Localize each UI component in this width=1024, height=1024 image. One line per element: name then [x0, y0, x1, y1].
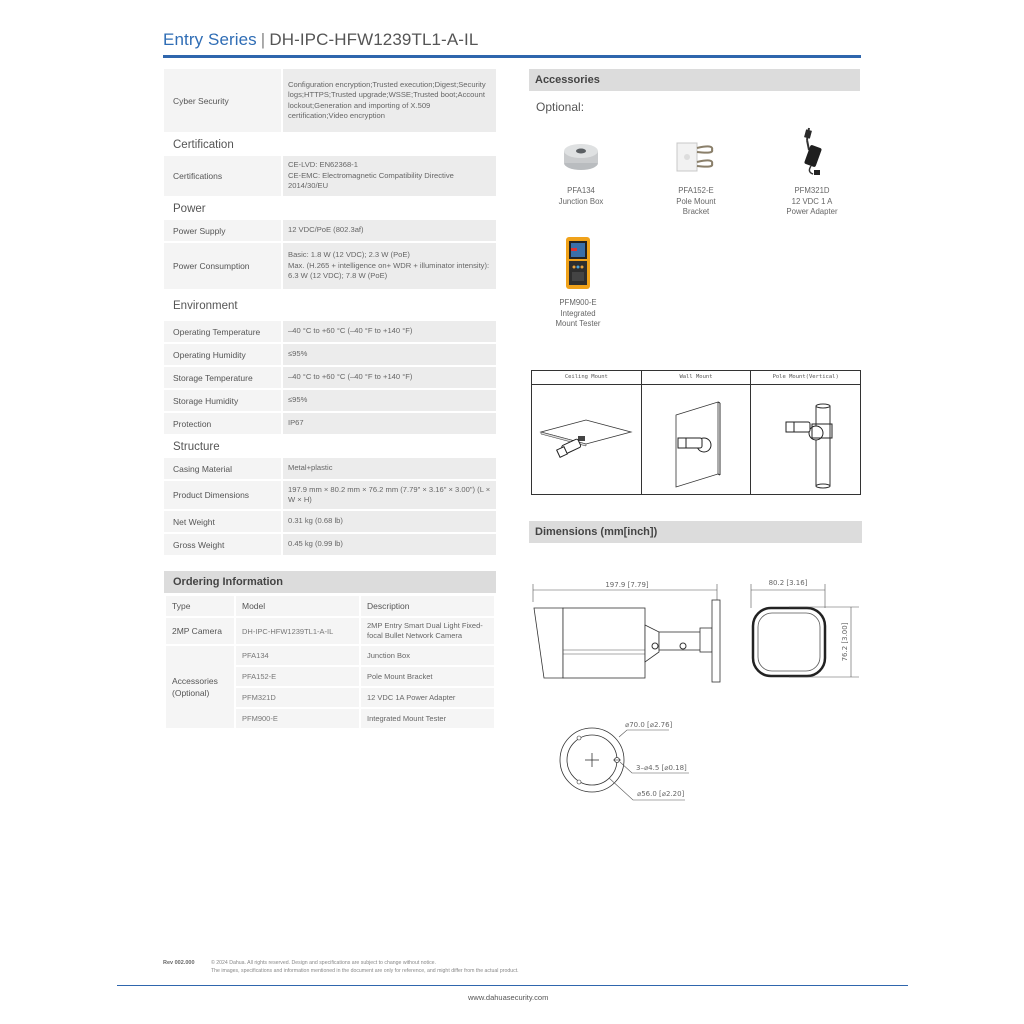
power-adapter-icon: [767, 122, 857, 182]
spec-label: Certifications: [164, 156, 281, 196]
accessory-item: [651, 132, 741, 218]
title-rule: [163, 55, 861, 58]
spec-label: Operating Temperature: [164, 321, 281, 342]
model-cell: PFM321D: [235, 687, 360, 708]
column-header-type: Type: [165, 595, 235, 617]
pole-mount-icon: [751, 385, 860, 494]
ordering-info-heading: Ordering Information: [164, 571, 496, 593]
mount-tester-icon: [533, 232, 623, 294]
accessory-item: [767, 122, 857, 218]
mount-label: Wall Mount: [642, 371, 751, 385]
description-cell: Pole Mount Bracket: [360, 666, 495, 687]
spec-value: 197.9 mm × 80.2 mm × 76.2 mm (7.79" × 3.16" × 3.00") (L × W × H): [283, 481, 496, 509]
copyright-line: © 2024 Dahua. All rights reserved. Design and specifications are subject to change without notice.: [211, 960, 436, 966]
spec-row: [164, 511, 496, 532]
spec-row: [164, 220, 496, 241]
model-cell: PFM900-E: [235, 708, 360, 729]
dimensions-heading: Dimensions (mm[inch]): [529, 521, 862, 543]
accessory-model: PFM900-E: [559, 298, 597, 307]
spec-label: Power Supply: [164, 220, 281, 241]
spec-label: Operating Humidity: [164, 344, 281, 365]
column-header-description: Description: [360, 595, 495, 617]
series-name: Entry Series: [163, 30, 257, 49]
accessory-name: Bracket: [682, 207, 710, 216]
junction-box-icon: [536, 132, 626, 182]
spec-value: CE-LVD: EN62368-1 CE-EMC: Electromagnetic Compatibility Directive 2014/30/EU: [283, 156, 496, 196]
model-name: DH-IPC-HFW1239TL1-A-IL: [269, 30, 479, 49]
section-title-certification: Certification: [173, 139, 234, 151]
ceiling-mount-icon: [532, 385, 641, 494]
accessories-heading: Accessories: [529, 69, 860, 91]
section-title-environment: Environment: [173, 300, 238, 312]
spec-value: 12 VDC/PoE (802.3af): [283, 220, 496, 241]
mount-label: Ceiling Mount: [532, 371, 641, 385]
spec-row: [164, 481, 496, 509]
spec-row: [164, 534, 496, 555]
spec-label: Product Dimensions: [164, 481, 281, 509]
accessory-name: Integrated: [560, 308, 596, 318]
width-dimension-label: 80.2 [3.16]: [768, 579, 808, 587]
spec-value: ≤95%: [283, 344, 496, 365]
accessory-spec: 12 VDC 1 A: [791, 196, 833, 206]
spec-row-cyber-security: [164, 69, 496, 132]
spec-table: [164, 69, 496, 557]
spec-value: IP67: [283, 413, 496, 434]
type-cell: 2MP Camera: [165, 617, 235, 645]
section-title-structure: Structure: [173, 441, 220, 453]
spec-value: –40 °C to +60 °C (–40 °F to +140 °F): [283, 367, 496, 388]
spec-label: Cyber Security: [164, 69, 281, 132]
spec-label: Casing Material: [164, 458, 281, 479]
spec-label: Power Consumption: [164, 243, 281, 289]
wall-mount-icon: [642, 385, 751, 494]
accessory-name: Power Adapter: [786, 207, 838, 216]
website-link[interactable]: www.dahuasecurity.com: [468, 993, 549, 1002]
camera-front-view: [751, 579, 859, 677]
accessory-name: Pole Mount: [676, 196, 716, 206]
accessory-model: PFA152-E: [678, 186, 714, 195]
pole-mount-bracket-icon: [651, 132, 741, 182]
revision-number: Rev 002.000: [163, 960, 195, 966]
footer-rule: [117, 985, 908, 986]
pole-mount-panel: [751, 371, 860, 494]
spec-row: [164, 413, 496, 434]
spec-row: [164, 243, 496, 289]
accessory-model: PFA134: [567, 186, 595, 195]
accessory-item: [536, 132, 626, 207]
spec-label: Gross Weight: [164, 534, 281, 555]
accessory-model: PFM321D: [794, 186, 830, 195]
title-separator: |: [260, 30, 266, 49]
description-cell: 2MP Entry Smart Dual Light Fixed-focal Bullet Network Camera: [360, 617, 495, 645]
length-dimension-label: 197.9 [7.79]: [605, 581, 649, 589]
spec-label: Protection: [164, 413, 281, 434]
ceiling-mount-panel: [532, 371, 642, 494]
mounting-base-view: [560, 721, 689, 800]
height-dimension-label: 76.2 [3.00]: [841, 622, 849, 662]
dimension-drawing: [529, 570, 869, 810]
description-cell: Junction Box: [360, 645, 495, 666]
spec-value: 0.45 kg (0.99 lb): [283, 534, 496, 555]
spec-label: Net Weight: [164, 511, 281, 532]
spec-value: Configuration encryption;Trusted execution;Digest;Security logs;HTTPS;Trusted upgrade;WSSE;Trusted boot;Account lockout;Generation and importing of X.509 certification;Video encryption: [283, 69, 496, 132]
type-cell: Accessories (Optional): [165, 645, 235, 729]
spec-row: [164, 321, 496, 342]
description-cell: Integrated Mount Tester: [360, 708, 495, 729]
mounting-diagram: [531, 370, 861, 495]
model-cell: DH-IPC-HFW1239TL1-A-IL: [235, 617, 360, 645]
table-row: [165, 645, 495, 666]
spec-row: [164, 156, 496, 196]
model-cell: PFA134: [235, 645, 360, 666]
spec-row: [164, 367, 496, 388]
spec-value: Basic: 1.8 W (12 VDC); 2.3 W (PoE) Max. (H.265 + intelligence on+ WDR + illuminator intensity): 6.3 W (12 VDC); 7.8 W (PoE): [283, 243, 496, 289]
column-header-model: Model: [235, 595, 360, 617]
inner-diameter-label: ⌀56.0 [⌀2.20]: [637, 790, 685, 798]
ordering-table: [164, 594, 496, 730]
camera-side-view: [533, 581, 720, 682]
spec-row: [164, 344, 496, 365]
spec-row: [164, 390, 496, 411]
spec-label: Storage Humidity: [164, 390, 281, 411]
ordering-header-row: [165, 595, 495, 617]
description-cell: 12 VDC 1A Power Adapter: [360, 687, 495, 708]
spec-row: [164, 458, 496, 479]
spec-value: ≤95%: [283, 390, 496, 411]
spec-value: Metal+plastic: [283, 458, 496, 479]
section-title-power: Power: [173, 203, 206, 215]
mounting-holes-label: 3–⌀4.5 [⌀0.18]: [636, 764, 687, 772]
outer-diameter-label: ⌀70.0 [⌀2.76]: [625, 721, 673, 729]
disclaimer-line: The images, specifications and information mentioned in the document are only for reference, and might differ from the actual product.: [211, 968, 519, 974]
table-row: [165, 617, 495, 645]
spec-label: Storage Temperature: [164, 367, 281, 388]
optional-label: Optional:: [536, 100, 585, 114]
copyright-notice: [211, 959, 519, 975]
wall-mount-panel: [642, 371, 752, 494]
page-title: [163, 30, 478, 50]
spec-value: –40 °C to +60 °C (–40 °F to +140 °F): [283, 321, 496, 342]
model-cell: PFA152-E: [235, 666, 360, 687]
accessory-name: Mount Tester: [555, 319, 601, 328]
mount-label: Pole Mount(Vertical): [751, 371, 860, 385]
accessory-name: Junction Box: [558, 196, 604, 206]
spec-value: 0.31 kg (0.68 lb): [283, 511, 496, 532]
accessory-item: [533, 232, 623, 330]
